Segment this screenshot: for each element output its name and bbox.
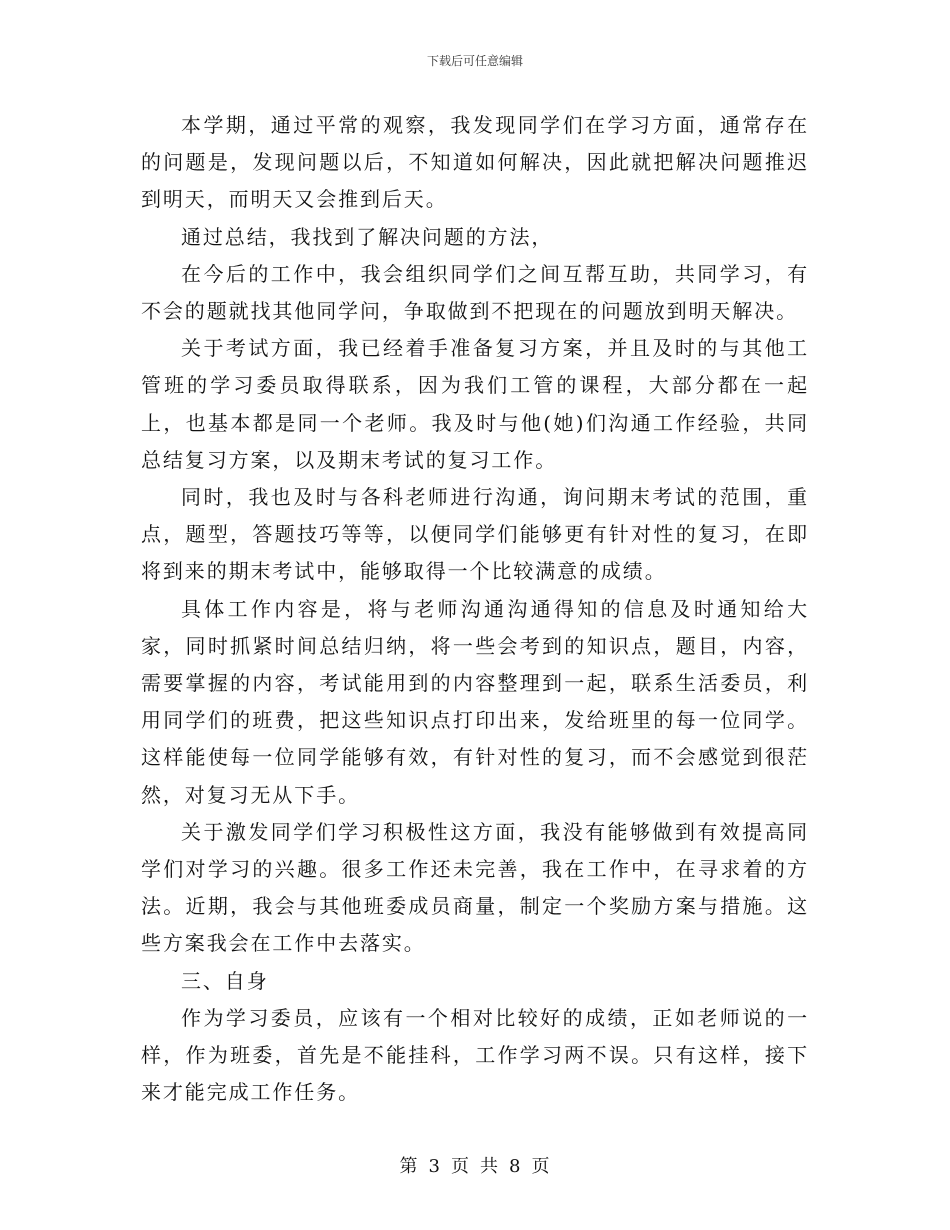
paragraph: 在今后的工作中，我会组织同学们之间互帮互助，共同学习，有不会的题就找其他同学问，争取做到不把现在的问题放到明天解决。 bbox=[141, 261, 809, 324]
footer-total-unit: 页 bbox=[531, 1156, 551, 1177]
footer-total-prefix: 共 bbox=[480, 1156, 499, 1177]
document-body bbox=[141, 107, 809, 1111]
paragraph: 具体工作内容是，将与老师沟通沟通得知的信息及时通知给大家，同时抓紧时间总结归纳，将一些会考到的知识点，题目，内容，需要掌握的内容，考试能用到的内容整理到一起，联系生活委员，利用同学们的班费，把这些知识点打印出来，发给班里的每一位同学。这样能使每一位同学能够有效，有针对性的复习，而不会感觉到很茫然，对复习无从下手。 bbox=[141, 596, 809, 807]
total-page-count: 8 bbox=[509, 1156, 522, 1177]
footer-page-unit: 页 bbox=[451, 1156, 470, 1177]
current-page-number: 3 bbox=[428, 1156, 441, 1177]
paragraph: 关于考试方面，我已经着手准备复习方案，并且及时的与其他工管班的学习委员取得联系，因为我们工管的课程，大部分都在一起上，也基本都是同一个老师。我及时与他(她)们沟通工作经验，共同总结复习方案，以及期末考试的复习工作。 bbox=[141, 336, 809, 472]
footer-prefix: 第 bbox=[399, 1156, 419, 1177]
page-footer bbox=[0, 1155, 950, 1179]
paragraph: 本学期，通过平常的观察，我发现同学们在学习方面，通常存在的问题是，发现问题以后，不知道如何解决，因此就把解决问题推迟到明天，而明天又会推到后天。 bbox=[141, 113, 809, 212]
paragraph: 关于激发同学们学习积极性这方面，我没有能够做到有效提高同学们对学习的兴趣。很多工作还未完善，我在工作中，在寻求着的方法。近期，我会与其他班委成员商量，制定一个奖励方案与措施。这些方案我会在工作中去落实。 bbox=[141, 819, 809, 956]
paragraph: 通过总结，我找到了解决问题的方法， bbox=[181, 224, 554, 249]
section-heading: 三、自身 bbox=[181, 968, 269, 993]
paragraph: 作为学习委员，应该有一个相对比较好的成绩，正如老师说的一样，作为班委，首先是不能挂科，工作学习两不误。只有这样，接下来才能完成工作任务。 bbox=[141, 1005, 809, 1105]
page-header: 下载后可任意编辑 bbox=[426, 54, 523, 68]
paragraph: 同时，我也及时与各科老师进行沟通，询问期末考试的范围，重点，题型，答题技巧等等，以便同学们能够更有针对性的复习，在即将到来的期末考试中，能够取得一个比较满意的成绩。 bbox=[141, 485, 809, 584]
